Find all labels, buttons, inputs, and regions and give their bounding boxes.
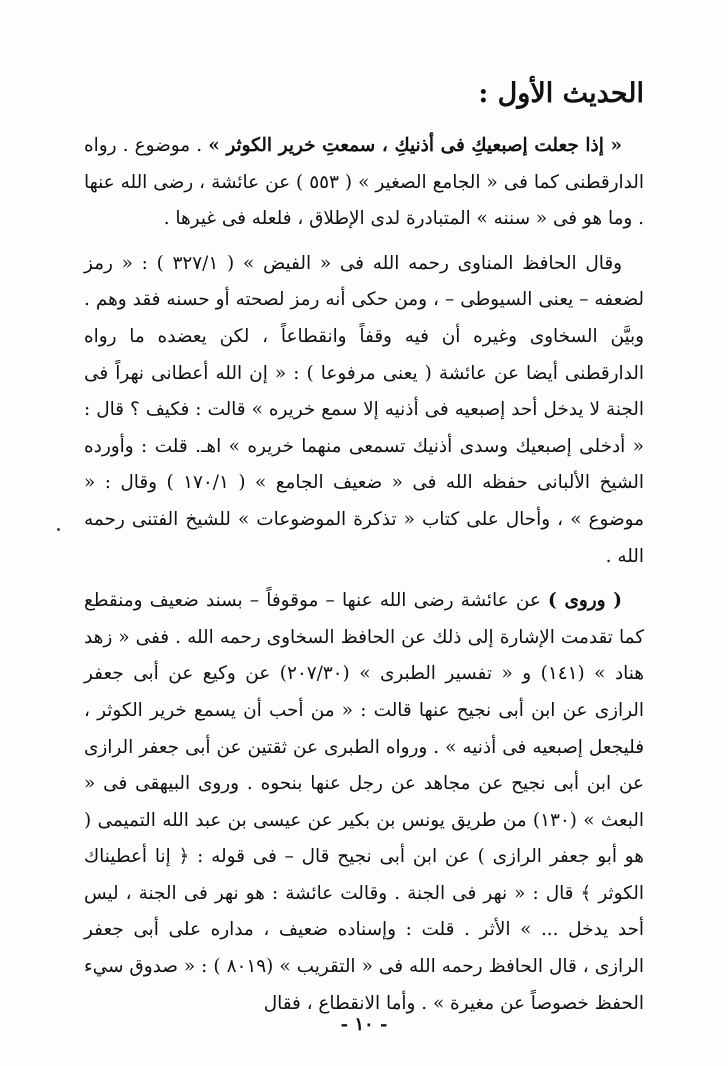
- paragraph-1-text: . موضوع . رواه الدارقطنى كما فى « الجامع الصغير » ( ٥٥٣ ) عن عائشة ، رضى الله عنها . وما هو فى « سننه » المتبادرة لدى الإطلاق ، فلعله فى غيرها .: [84, 135, 644, 230]
- paragraph-3-lead: ( وروى ): [548, 590, 622, 612]
- print-speck: [57, 528, 60, 531]
- hadith-text: « إذا جعلت إصبعيكِ فى أذنيكِ ، سمعتِ خرير الكوثر »: [208, 135, 622, 156]
- paragraph-3: [84, 583, 644, 1022]
- body-text: [84, 128, 644, 1030]
- paragraph-2: [84, 246, 644, 575]
- section-heading: الحديث الأول :: [478, 78, 644, 109]
- paragraph-2-text: وقال الحافظ المناوى رحمه الله فى « الفيض » ( ٣٢٧/١ ) : « رمز لضعفه – يعنى السيوطى – ، ومن حكى أنه رمز لصحته أو حسنه فقد وهم . وبيَّن السخاوى وغيره أن فيه وقفاً وانقطاعاً ، لكن يعضده ما رواه الدارقطنى أيضا عن عائشة ( يعنى مرفوعا ) : « إن الله أعطانى نهراً فى الجنة لا يدخل أحد إصبعيه فى أذنيه إلا سمع خريره » قالت : فكيف ؟ قال : « أدخلى إصبعيك وسدى أذنيك تسمعى منهما خريره » اهـ. قلت : وأورده الشيخ الألبانى حفظه الله فى « ضعيف الجامع » ( ١٧٠/١ ) وقال : « موضوع » ، وأحال على كتاب « تذكرة الموضوعات » للشيخ الفتنى رحمه الله .: [84, 252, 644, 567]
- paragraph-3-text: عن عائشة رضى الله عنها – موقوفاً – بسند ضعيف ومنقطع كما تقدمت الإشارة إلى ذلك عن الحافظ السخاوى رحمه الله . ففى « زهد هناد » (١٤١) و « تفسير الطبرى » (٢٠٧/٣٠) عن وكيع عن أبى جعفر الرازى عن ابن أبى نجيح عنها قالت : « من أحب أن يسمع خرير الكوثر ، فليجعل إصبعيه فى أذنيه » . ورواه الطبرى عن ثقتين عن أبى جعفر الرازى عن ابن أبى نجيح عن مجاهد عن رجل عنها بنحوه . وروى البيهقى فى « البعث » (١٣٠) من طريق يونس بن بكير عن عيسى بن عبد الله التميمى ( هو أبو جعفر الرازى ) عن ابن أبى نجيح قال – فى قوله : ﴿ إنا أعطيناك الكوثر ﴾ قال : « نهر فى الجنة . وقالت عائشة : هو نهر فى الجنة ، ليس أحد يدخل ... » الأثر . قلت : وإسناده ضعيف ، مداره على أبى جعفر الرازى ، قال الحافظ رحمه الله فى « التقريب » (٨٠١٩ ) : « صدوق سيء الحفظ خصوصاً عن مغيرة » . وأما الانقطاع ، فقال: [84, 590, 644, 1014]
- paragraph-1: [84, 128, 644, 238]
- page-number: - ١٠ -: [340, 1014, 388, 1035]
